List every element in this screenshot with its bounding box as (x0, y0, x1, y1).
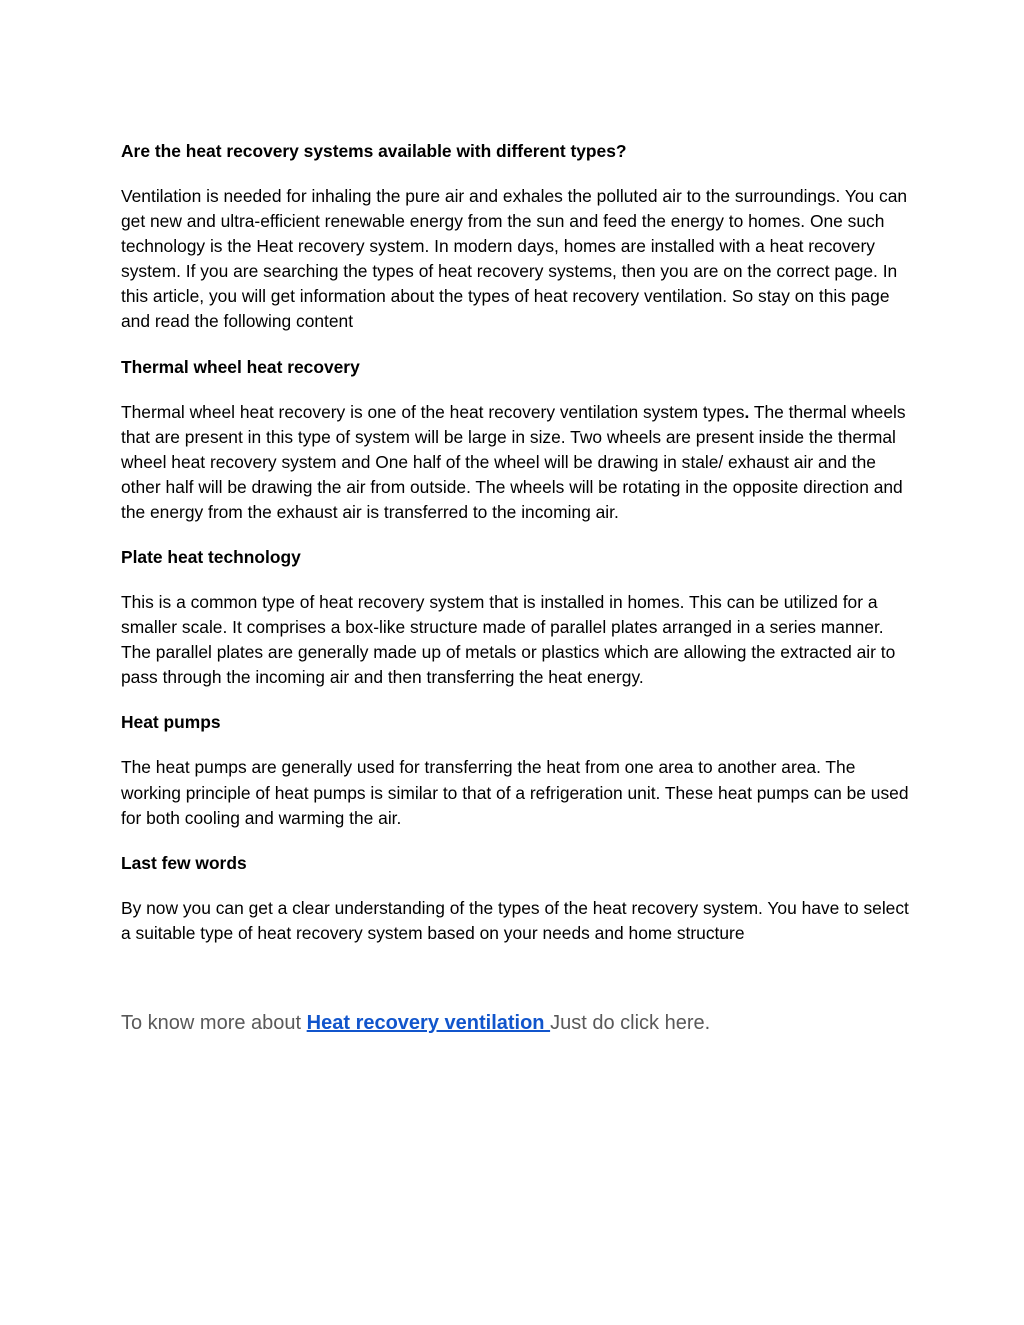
section-heading-thermal-wheel: Thermal wheel heat recovery (121, 356, 360, 377)
thermal-wheel-text-end: The thermal wheels that are present in this type of system will be large in size. Two wheels are present inside the thermal wheel heat recovery system and One half of the wheel will be drawing in stale/ exhaust air and the other half will be drawing the air from outside. The wheels will be rotating in the opposite direction and the energy from the exhaust air is transferred to the incoming air. (121, 401, 906, 522)
section-body-heat-pumps: The heat pumps are generally used for transferring the heat from one area to another area. The working principle of heat pumps is similar to that of a refrigeration unit. These heat pumps can be used for both cooling and warming the air. (121, 757, 909, 828)
cta-suffix: Just do click here. (550, 1011, 711, 1034)
cta-prefix: To know more about (121, 1011, 307, 1034)
section-body-thermal-wheel (121, 400, 911, 525)
section-heading-plate-heat: Plate heat technology (121, 547, 301, 568)
heat-recovery-ventilation-link[interactable]: Heat recovery ventilation (306, 1011, 551, 1034)
thermal-wheel-bold-period: . (744, 401, 750, 422)
section-body-plate-heat: This is a common type of heat recovery system that is installed in homes. This can be utilized for a smaller scale. It comprises a box-like structure made of parallel plates arranged in a series manner. The parallel plates are generally made up of metals or plastics which are allowing the extracted air to pass through the incoming air and then transferring the heat energy. (121, 592, 896, 688)
thermal-wheel-text-start: Thermal wheel heat recovery is one of the heat recovery ventilation system types (121, 401, 745, 422)
section-body-types: Ventilation is needed for inhaling the pure air and exhales the polluted air to the surroundings. You can get new and ultra-efficient renewable energy from the sun and feed the energy to homes. One such technology is the Heat recovery system. In modern days, homes are installed with a heat recovery system. If you are searching the types of heat recovery systems, then you are on the correct page. In this article, you will get information about the types of heat recovery ventilation. So stay on this page and read the following content (121, 186, 908, 332)
section-heading-last-words: Last few words (121, 852, 247, 873)
call-to-action (121, 1010, 911, 1036)
section-body-last-words: By now you can get a clear understanding of the types of the heat recovery system. You have to select a suitable type of heat recovery system based on your needs and home structure (121, 897, 909, 943)
section-heading-types: Are the heat recovery systems available with different types? (121, 141, 627, 161)
section-heading-heat-pumps: Heat pumps (121, 712, 221, 733)
document-page (121, 139, 911, 1036)
